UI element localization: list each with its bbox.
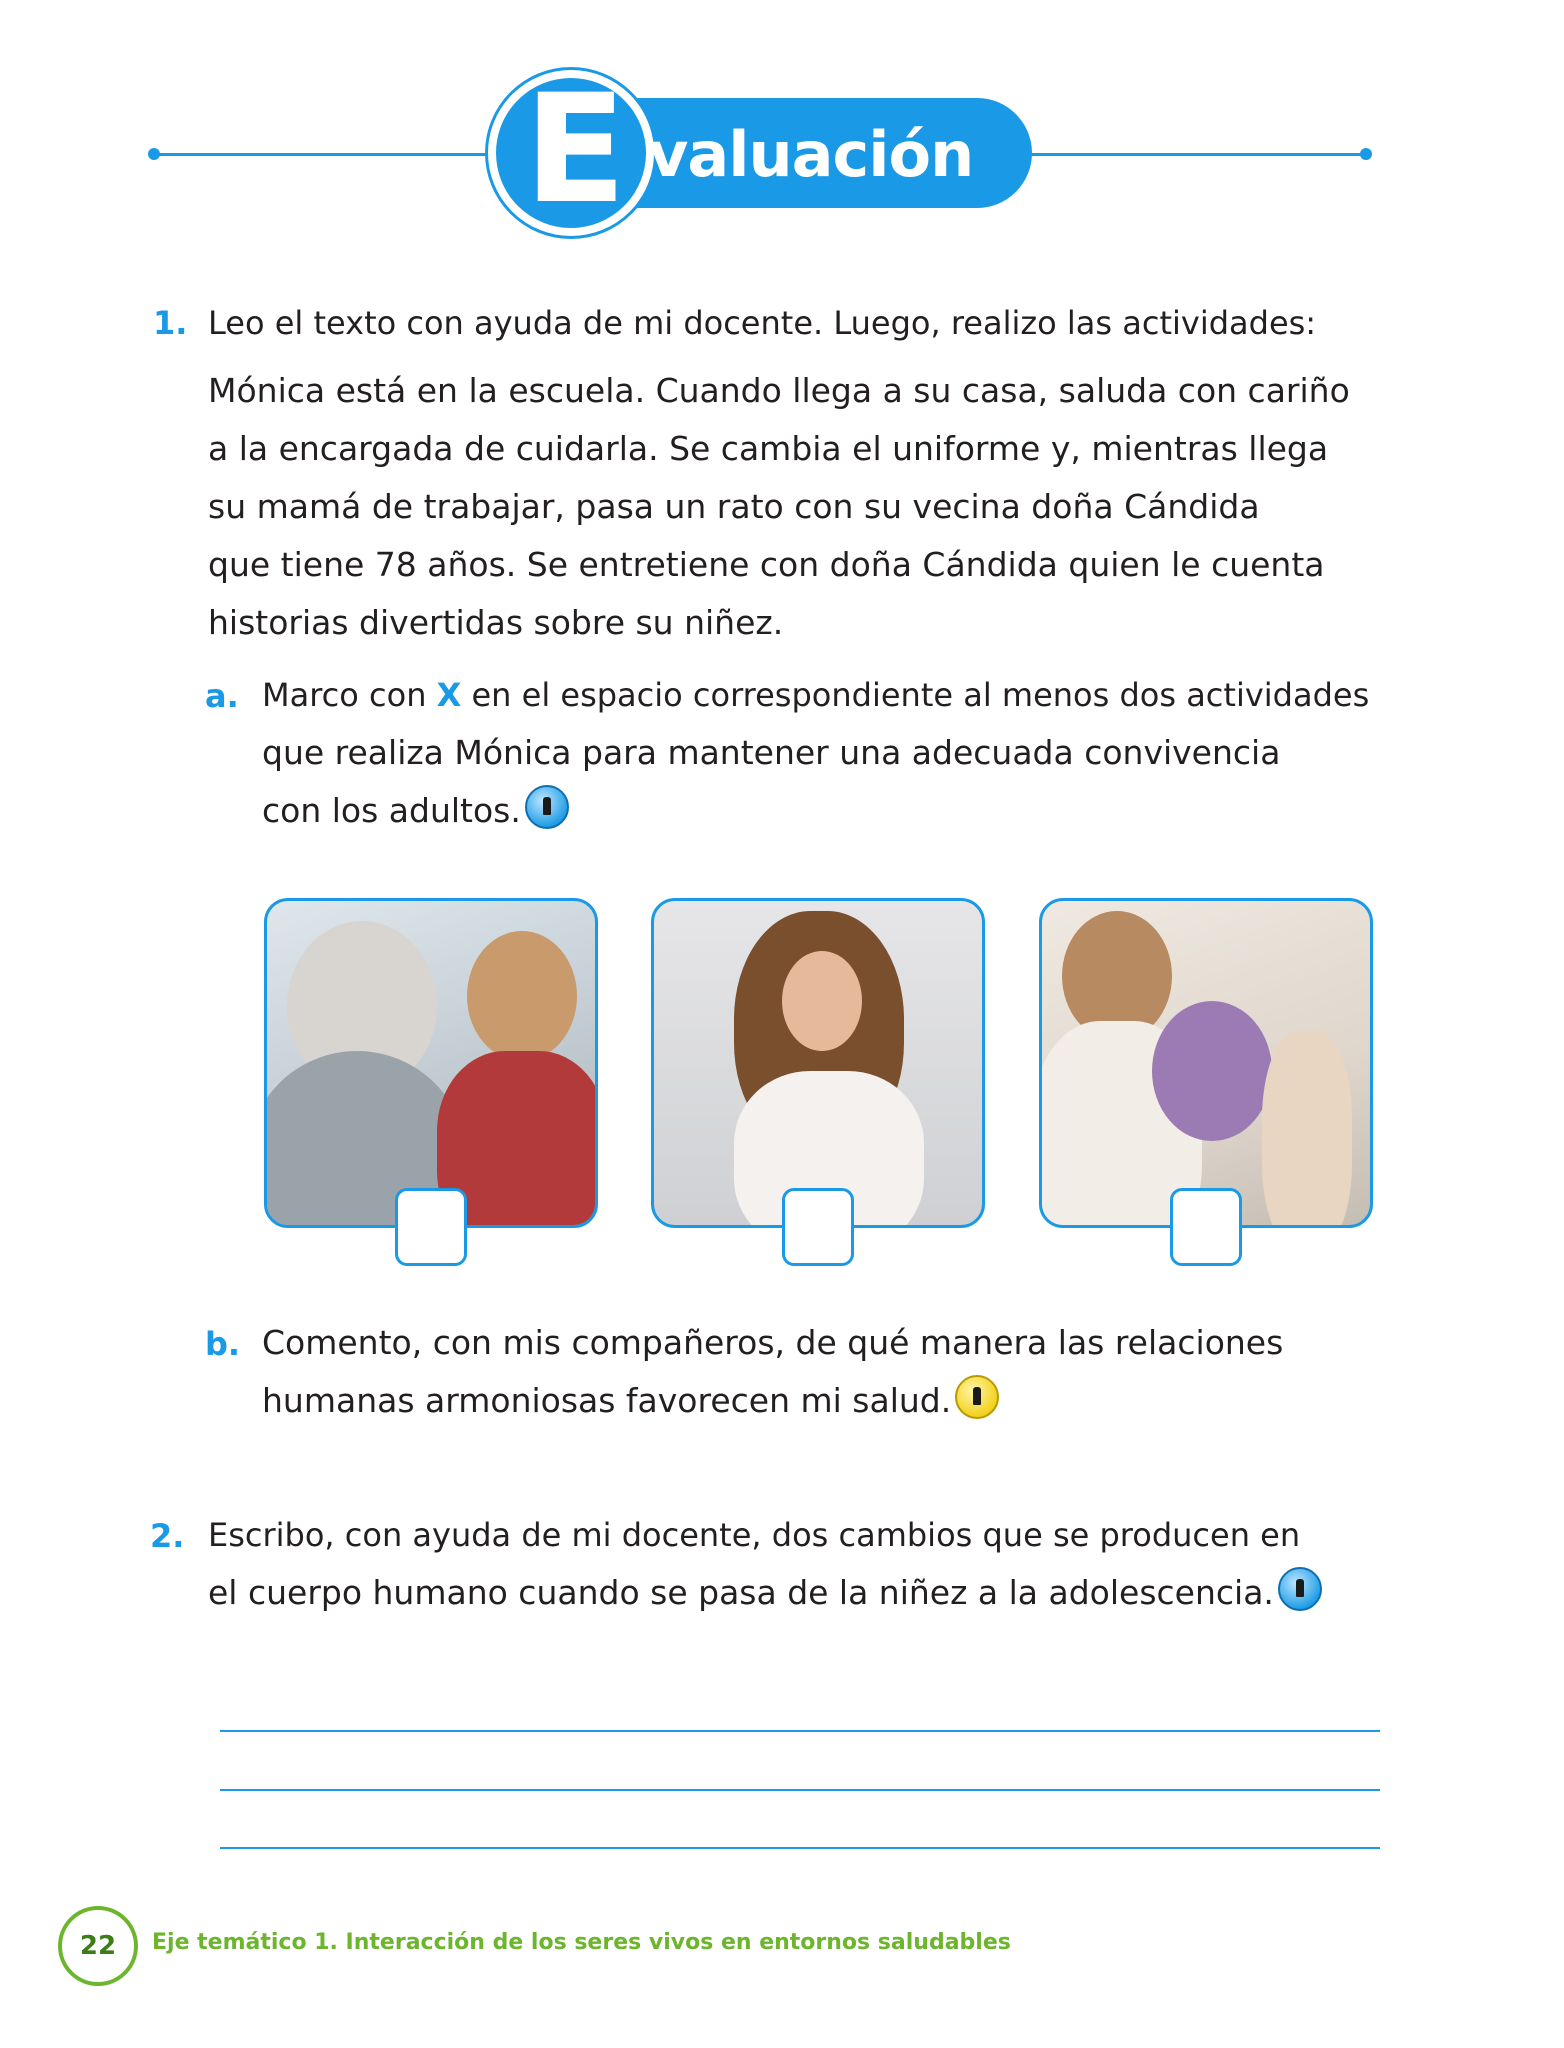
part-b-line-2-text: humanas armoniosas favorecen mi salud. <box>262 1381 952 1420</box>
activity-1-instruction: Leo el texto con ayuda de mi docente. Luego, realizo las actividades: <box>208 304 1317 342</box>
x-mark: X <box>436 676 462 714</box>
part-a-letter: a. <box>205 677 239 715</box>
activity-2-line-2-text: el cuerpo humano cuando se pasa de la niñez a la adolescencia. <box>208 1573 1274 1612</box>
answer-checkbox-1[interactable] <box>395 1188 467 1266</box>
photo-upset-girl <box>651 898 985 1228</box>
activity-2-number: 2. <box>150 1517 185 1555</box>
part-a-line-3-text: con los adultos. <box>262 791 521 830</box>
photo-subject-girl <box>1262 1031 1352 1228</box>
page-title: valuación <box>648 118 974 191</box>
story-line: historias divertidas sobre su niñez. <box>208 603 784 642</box>
photo-girl-giving-flowers <box>1039 898 1373 1228</box>
part-b-line-2 <box>262 1372 1362 1430</box>
header-rule-right <box>1030 153 1366 156</box>
answer-checkbox-2[interactable] <box>782 1188 854 1266</box>
photo-grandmother-and-girl <box>264 898 598 1228</box>
photo-subject-face <box>782 951 862 1051</box>
answer-line-3[interactable] <box>220 1847 1380 1849</box>
part-a-text-before: Marco con <box>262 676 437 714</box>
answer-line-1[interactable] <box>220 1730 1380 1732</box>
header-rule-right-dot <box>1360 148 1372 160</box>
title-initial: E <box>524 63 627 237</box>
lightbulb-icon <box>525 785 569 829</box>
story-line: su mamá de trabajar, pasa un rato con su vecina doña Cándida <box>208 487 1260 526</box>
answer-line-2[interactable] <box>220 1789 1380 1791</box>
answer-checkbox-3[interactable] <box>1170 1188 1242 1266</box>
header-rule-left <box>152 153 492 156</box>
part-b-line-1: Comento, con mis compañeros, de qué manera las relaciones <box>262 1323 1284 1362</box>
footer-text: Eje temático 1. Interacción de los seres vivos en entornos saludables <box>152 1930 1011 1955</box>
activity-2-line-1: Escribo, con ayuda de mi docente, dos cambios que se producen en <box>208 1516 1301 1554</box>
lightbulb-icon <box>955 1375 999 1419</box>
story-line: que tiene 78 años. Se entretiene con doña Cándida quien le cuenta <box>208 545 1325 584</box>
lightbulb-icon <box>1278 1567 1322 1611</box>
story-line: a la encargada de cuidarla. Se cambia el uniforme y, mientras llega <box>208 429 1329 468</box>
story-line: Mónica está en la escuela. Cuando llega a su casa, saluda con cariño <box>208 371 1350 410</box>
photo-subject-girl <box>467 931 577 1061</box>
page-number: 22 <box>58 1906 138 1986</box>
part-b-letter: b. <box>205 1325 241 1363</box>
activity-2-line-2 <box>208 1564 1388 1622</box>
part-a-line-3 <box>262 782 1362 840</box>
part-a-text-after: en el espacio correspondiente al menos dos actividades <box>461 676 1370 714</box>
part-a-line-2: que realiza Mónica para mantener una adecuada convivencia <box>262 733 1281 772</box>
photo-subject-flowers <box>1152 1001 1272 1141</box>
part-a-line-1 <box>262 666 1372 724</box>
activity-1-number: 1. <box>153 304 188 342</box>
header-rule-left-dot <box>148 148 160 160</box>
